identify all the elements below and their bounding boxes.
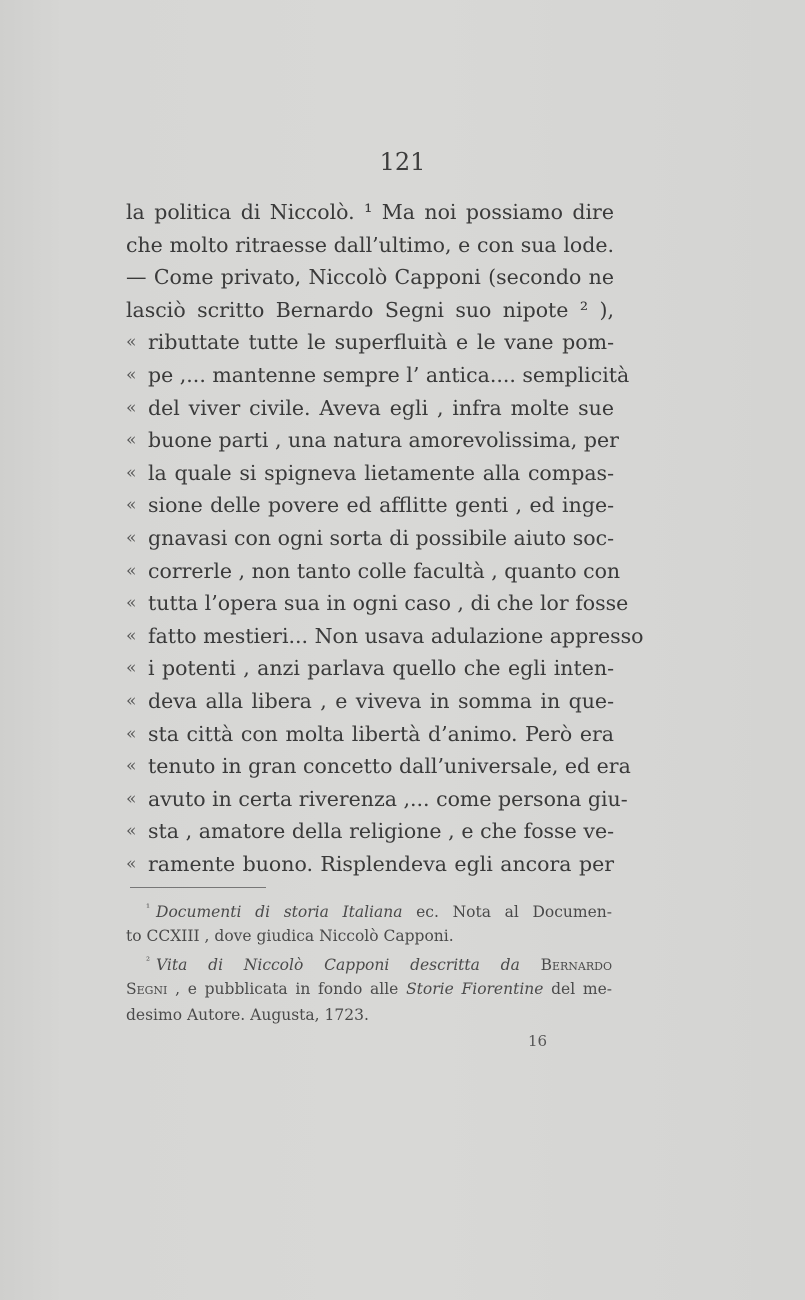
text-line: [126, 489, 614, 522]
guillemet: «: [126, 853, 137, 874]
text-line-content: sta , amatore della religione , e che fosse ve-: [148, 819, 614, 844]
guillemet: «: [126, 527, 137, 548]
footnotes: [126, 896, 612, 1029]
guillemet: «: [126, 364, 137, 385]
footnote-1-marker: ¹: [146, 903, 151, 914]
text-line: [126, 783, 628, 816]
guillemet: «: [126, 397, 137, 418]
text-line-content: la quale si spigneva lietamente alla compas-: [148, 460, 614, 485]
text-line: [126, 685, 614, 718]
text-line-content: correrle , non tanto colle facultà , quanto con: [148, 558, 621, 583]
text-line-content: deva alla libera , e viveva in somma in que-: [148, 688, 614, 713]
text-line-content: pe ,... mantenne sempre l’ antica.... semplicità: [148, 362, 630, 387]
text-line: [126, 555, 621, 588]
guillemet: «: [126, 560, 137, 581]
footnote-2-author-last: Segni: [126, 979, 168, 998]
guillemet: «: [126, 332, 137, 353]
footnote-1-text: ec. Nota al Documen-: [402, 903, 612, 922]
footnote-2-author-first: Bernardo: [540, 956, 612, 975]
footnote-1-title: Documenti di storia Italiana: [156, 903, 403, 922]
footnote-2-line-2: [126, 976, 612, 1003]
text-line: [126, 457, 614, 490]
text-line: [126, 392, 614, 425]
signature-mark: 16: [528, 1032, 548, 1050]
guillemet: «: [126, 495, 137, 516]
guillemet: «: [126, 593, 137, 614]
guillemet: «: [126, 625, 137, 646]
text-line-content: tutta l’opera sua in ogni caso , di che lor fosse: [148, 591, 629, 616]
text-line: [126, 620, 644, 653]
footnote-2-line-1: [126, 949, 612, 976]
text-line: — Come privato, Niccolò Capponi (secondo ne: [126, 265, 614, 290]
text-line: [126, 522, 614, 555]
guillemet: «: [126, 462, 137, 483]
guillemet: «: [126, 690, 137, 711]
text-line-content: buone parti , una natura amorevolissima, per: [148, 428, 619, 453]
text-line: che molto ritraesse dall’ultimo, e con sua lode.: [126, 232, 614, 257]
text-line: [126, 815, 614, 848]
text-line-content: ramente buono. Risplendeva egli ancora per: [148, 851, 614, 876]
text-line-content: tenuto in gran concetto dall’universale, ed era: [148, 754, 631, 779]
footnote-2-work: Storie Fiorentine: [406, 979, 544, 998]
text-line: lasciò scritto Bernardo Segni suo nipote ² ),: [126, 297, 614, 322]
text-line-content: i potenti , anzi parlava quello che egli inten-: [148, 656, 614, 681]
footnote-1-line-1: [126, 896, 612, 923]
footnote-rule: [130, 887, 266, 888]
text-line: [126, 326, 614, 359]
text-line-content: del viver civile. Aveva egli , infra molte sue: [148, 395, 614, 420]
text-line: [126, 424, 619, 457]
page-number: 121: [379, 148, 426, 176]
text-line: [126, 359, 630, 392]
guillemet: «: [126, 723, 137, 744]
text-line: [126, 750, 631, 783]
footnote-1-line-2: to CCXIII , dove giudica Niccolò Capponi.: [126, 926, 454, 945]
footnote-2-text: , e pubblicata in fondo alle: [167, 979, 407, 998]
text-line: la politica di Niccolò. ¹ Ma noi possiamo dire: [126, 200, 614, 224]
text-line-content: sione delle povere ed afflitte genti , ed inge-: [148, 493, 614, 518]
footnote-2-marker: ²: [146, 956, 151, 967]
guillemet: «: [126, 756, 137, 777]
guillemet: «: [126, 788, 137, 809]
footnote-2-line-3: desimo Autore. Augusta, 1723.: [126, 1006, 369, 1024]
guillemet: «: [126, 658, 137, 679]
text-line-content: gnavasi con ogni sorta di possibile aiuto soc-: [148, 525, 614, 550]
guillemet: «: [126, 430, 137, 451]
body-text: [126, 196, 644, 880]
footnote-2-text-end: del me-: [543, 979, 613, 998]
text-line-content: fatto mestieri... Non usava adulazione appresso: [148, 623, 644, 648]
text-line-content: ributtate tutte le superfluità e le vane pom-: [148, 330, 614, 355]
text-line: [126, 587, 629, 620]
text-line: [126, 718, 614, 751]
footnote-2-title: Vita di Niccolò Capponi descritta da: [156, 956, 541, 975]
text-line: [126, 848, 614, 881]
text-line-content: sta città con molta libertà d’animo. Però era: [148, 721, 614, 746]
text-line-content: avuto in certa riverenza ,... come persona giu-: [148, 786, 628, 811]
text-line: [126, 652, 614, 685]
guillemet: «: [126, 821, 137, 842]
